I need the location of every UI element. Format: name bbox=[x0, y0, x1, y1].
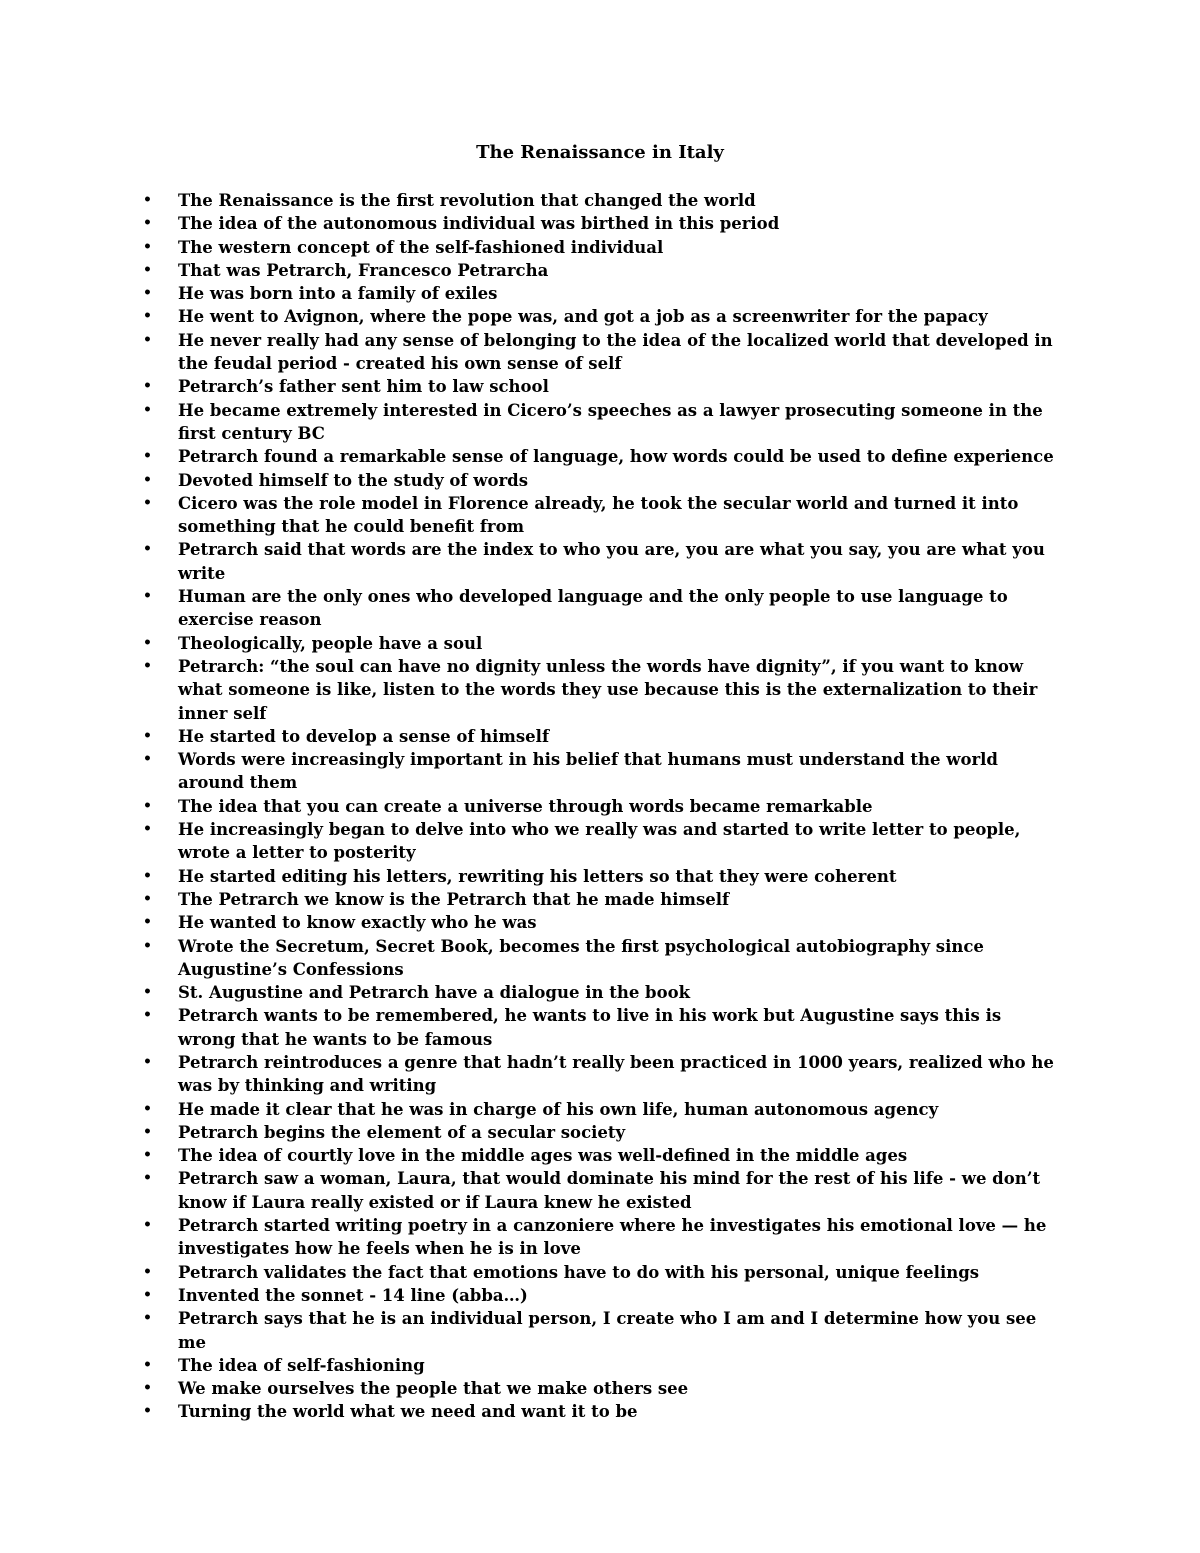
list-item-text: Wrote the Secretum, Secret Book, becomes the first psychological autobiography since Augustine’s Confessions bbox=[178, 936, 984, 979]
bullet-marker: • bbox=[143, 1263, 152, 1280]
list-item bbox=[140, 259, 1060, 282]
bullet-marker: • bbox=[143, 261, 152, 278]
bullet-marker: • bbox=[143, 797, 152, 814]
list-item-text: The idea of courtly love in the middle ages was well-defined in the middle ages bbox=[178, 1146, 908, 1166]
bullet-marker: • bbox=[143, 751, 152, 768]
bullet-marker: • bbox=[143, 1380, 152, 1397]
list-item bbox=[140, 1098, 1060, 1121]
list-item bbox=[140, 538, 1060, 585]
list-item bbox=[140, 585, 1060, 632]
list-item bbox=[140, 1354, 1060, 1377]
list-item bbox=[140, 445, 1060, 468]
list-item-text: Petrarch started writing poetry in a canzoniere where he investigates his emotional love — he investigates how he feels when he is in love bbox=[178, 1216, 1047, 1259]
list-item-text: Words were increasingly important in his belief that humans must understand the world around them bbox=[178, 750, 998, 793]
list-item bbox=[140, 1051, 1060, 1098]
bullet-marker: • bbox=[143, 1147, 152, 1164]
bullet-list bbox=[140, 189, 1060, 1424]
list-item-text: Petrarch: “the soul can have no dignity unless the words have dignity”, if you want to know what someone is like, listen to the words they use because this is the externalization to their inner self bbox=[178, 656, 1038, 723]
bullet-marker: • bbox=[143, 727, 152, 744]
list-item-text: Theologically, people have a soul bbox=[178, 633, 483, 653]
list-item-text: The Petrarch we know is the Petrarch that he made himself bbox=[178, 889, 730, 909]
list-item-text: He started editing his letters, rewriting his letters so that they were coherent bbox=[178, 866, 897, 886]
list-item bbox=[140, 748, 1060, 795]
list-item bbox=[140, 399, 1060, 446]
list-item bbox=[140, 305, 1060, 328]
list-item bbox=[140, 212, 1060, 235]
list-item bbox=[140, 1400, 1060, 1423]
list-item bbox=[140, 329, 1060, 376]
list-item-text: He started to develop a sense of himself bbox=[178, 726, 550, 746]
list-item bbox=[140, 888, 1060, 911]
list-item bbox=[140, 911, 1060, 934]
list-item bbox=[140, 1307, 1060, 1354]
list-item-text: We make ourselves the people that we make others see bbox=[178, 1379, 689, 1399]
list-item-text: Petrarch reintroduces a genre that hadn’t really been practiced in 1000 years, realized who he was by thinking and writing bbox=[178, 1052, 1054, 1096]
list-item-text: Human are the only ones who developed language and the only people to use language to exercise reason bbox=[178, 587, 1008, 630]
list-item bbox=[140, 492, 1060, 539]
bullet-marker: • bbox=[143, 1403, 152, 1420]
bullet-marker: • bbox=[143, 657, 152, 674]
bullet-marker: • bbox=[143, 588, 152, 605]
bullet-marker: • bbox=[143, 984, 152, 1001]
list-item-text: Petrarch said that words are the index to who you are, you are what you say, you are what you write bbox=[178, 540, 1045, 583]
list-item-text: He increasingly began to delve into who we really was and started to write letter to people, wrote a letter to posterity bbox=[178, 820, 1021, 863]
bullet-marker: • bbox=[143, 1123, 152, 1140]
bullet-marker: • bbox=[143, 378, 152, 395]
list-item bbox=[140, 1121, 1060, 1144]
list-item-text: The idea of the autonomous individual was birthed in this period bbox=[178, 214, 780, 234]
bullet-marker: • bbox=[143, 937, 152, 954]
bullet-marker: • bbox=[143, 1286, 152, 1303]
list-item bbox=[140, 1261, 1060, 1284]
bullet-marker: • bbox=[143, 448, 152, 465]
bullet-marker: • bbox=[143, 541, 152, 558]
list-item bbox=[140, 1377, 1060, 1400]
list-item bbox=[140, 1167, 1060, 1214]
list-item bbox=[140, 632, 1060, 655]
bullet-marker: • bbox=[143, 401, 152, 418]
bullet-marker: • bbox=[143, 1310, 152, 1327]
bullet-marker: • bbox=[143, 192, 152, 208]
list-item-text: The idea that you can create a universe through words became remarkable bbox=[178, 796, 873, 816]
list-item bbox=[140, 1004, 1060, 1051]
bullet-marker: • bbox=[143, 634, 152, 651]
list-item-text: Invented the sonnet - 14 line (abba…) bbox=[178, 1285, 528, 1305]
bullet-marker: • bbox=[143, 1217, 152, 1234]
list-item-text: He never really had any sense of belonging to the idea of the localized world that developed in the feudal period - created his own sense of self bbox=[178, 330, 1053, 374]
list-item-text: The western concept of the self-fashioned individual bbox=[178, 237, 664, 257]
document-title: The Renaissance in Italy bbox=[476, 142, 724, 163]
list-item bbox=[140, 1284, 1060, 1307]
bullet-marker: • bbox=[143, 1100, 152, 1117]
list-item-text: The idea of self-fashioning bbox=[178, 1355, 425, 1375]
list-item-text: Petrarch validates the fact that emotions have to do with his personal, unique feelings bbox=[178, 1262, 980, 1282]
list-item-text: Petrarch found a remarkable sense of language, how words could be used to define experience bbox=[178, 447, 1054, 467]
list-item-text: He went to Avignon, where the pope was, and got a job as a screenwriter for the papacy bbox=[178, 307, 988, 327]
bullet-marker: • bbox=[143, 494, 152, 511]
list-item-text: Turning the world what we need and want it to be bbox=[178, 1402, 638, 1422]
list-item bbox=[140, 1214, 1060, 1261]
list-item bbox=[140, 935, 1060, 982]
list-item-text: Petrarch wants to be remembered, he wants to live in his work but Augustine says this is wrong that he wants to be famous bbox=[178, 1006, 1002, 1049]
list-item-text: The Renaissance is the first revolution that changed the world bbox=[178, 191, 756, 210]
list-item bbox=[140, 282, 1060, 305]
list-item-text: Cicero was the role model in Florence already, he took the secular world and turned it into something that he could benefit from bbox=[178, 493, 1019, 537]
list-item-text: Petrarch’s father sent him to law school bbox=[178, 377, 549, 397]
list-item-text: He became extremely interested in Cicero’s speeches as a lawyer prosecuting someone in the first century BC bbox=[178, 400, 1043, 443]
list-item bbox=[140, 375, 1060, 398]
bullet-marker: • bbox=[143, 890, 152, 907]
bullet-marker: • bbox=[143, 821, 152, 838]
list-item-text: Petrarch says that he is an individual person, I create who I am and I determine how you see me bbox=[178, 1309, 1037, 1352]
bullet-marker: • bbox=[143, 285, 152, 302]
list-item-text: Petrarch saw a woman, Laura, that would dominate his mind for the rest of his life - we don’t know if Laura really existed or if Laura knew he existed bbox=[178, 1169, 1041, 1212]
list-item bbox=[140, 1144, 1060, 1167]
bullet-marker: • bbox=[143, 867, 152, 884]
bullet-marker: • bbox=[143, 1356, 152, 1373]
list-item-text: He made it clear that he was in charge of his own life, human autonomous agency bbox=[178, 1099, 939, 1119]
bullet-marker: • bbox=[143, 914, 152, 931]
list-item bbox=[140, 469, 1060, 492]
bullet-marker: • bbox=[143, 331, 152, 348]
list-item bbox=[140, 818, 1060, 865]
list-item-text: He was born into a family of exiles bbox=[178, 284, 498, 304]
list-item-text: He wanted to know exactly who he was bbox=[178, 913, 537, 933]
bullet-marker: • bbox=[143, 215, 152, 232]
list-item-text: Devoted himself to the study of words bbox=[178, 470, 529, 490]
list-item bbox=[140, 865, 1060, 888]
list-item bbox=[140, 795, 1060, 818]
bullet-marker: • bbox=[143, 238, 152, 255]
list-item-text: That was Petrarch, Francesco Petrarcha bbox=[178, 260, 549, 280]
list-item bbox=[140, 981, 1060, 1004]
bullet-marker: • bbox=[143, 1053, 152, 1070]
bullet-marker: • bbox=[143, 308, 152, 325]
list-item-text: Petrarch begins the element of a secular society bbox=[178, 1122, 626, 1142]
bullet-marker: • bbox=[143, 471, 152, 488]
list-item-text: St. Augustine and Petrarch have a dialogue in the book bbox=[178, 983, 691, 1003]
list-item bbox=[140, 725, 1060, 748]
bullet-marker: • bbox=[143, 1007, 152, 1024]
bullet-marker: • bbox=[143, 1170, 152, 1187]
list-item bbox=[140, 655, 1060, 725]
list-item bbox=[140, 236, 1060, 259]
list-item bbox=[140, 189, 1060, 212]
